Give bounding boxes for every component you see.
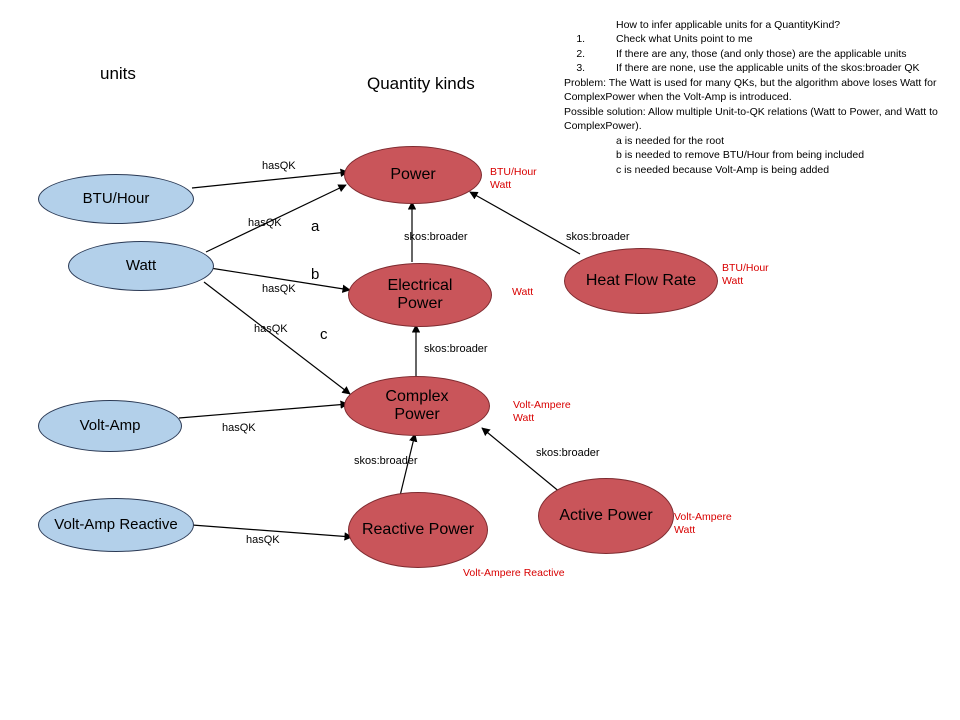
edge-label-broader-active-complex: skos:broader [536,447,600,459]
notes-reason-c: c is needed because Volt-Amp is being added [616,163,830,176]
edge-mark-b: b [311,266,320,283]
notes-question: How to infer applicable units for a QuantityKind? [616,19,841,31]
edge-mark-a: a [311,218,320,235]
unit-node-watt[interactable] [68,241,214,291]
unit-node-label: Watt [125,257,157,275]
edge-label-hasqk-var-reactive: hasQK [246,534,280,546]
edge-label-hasqk-watt-power: hasQK [248,217,282,229]
qk-node-complex-power[interactable] [344,376,490,436]
edge-label-hasqk-watt-electrical: hasQK [262,283,296,295]
notes-step: 2. If there are any, those (and only those) are the applicable units [588,47,956,61]
qk-node-electrical-power[interactable] [348,263,492,327]
edge-label-broader-electrical-power: skos:broader [404,231,468,243]
annotation-complex-power-units: Volt-Ampere Watt [513,399,571,425]
qk-node-power[interactable] [344,146,482,204]
edge-label-hasqk-btu-power: hasQK [262,160,296,172]
notes-reason-b: b is needed to remove BTU/Hour from being included [616,149,865,162]
qk-node-label: Active Power [559,506,653,524]
edge-label-hasqk-voltamp-complex: hasQK [222,422,256,434]
notes-reason-a: a is needed for the root [616,134,724,147]
unit-node-label: Volt-Amp [79,417,141,435]
annotation-heat-flow-rate-units: BTU/Hour Watt [722,262,769,288]
unit-node-btu-hour[interactable] [38,174,194,224]
edge-label-hasqk-watt-complex: hasQK [254,323,288,335]
edge-mark-c: c [320,326,328,343]
qk-node-active-power[interactable] [538,478,674,554]
quantity-kinds-column-title: Quantity kinds [367,74,475,93]
annotation-power-units: BTU/Hour Watt [490,166,537,192]
annotation-electrical-power-units: Watt [512,286,534,298]
qk-node-heat-flow-rate[interactable] [564,248,718,314]
qk-node-label: Electrical Power [387,276,453,312]
unit-node-label: Volt-Amp Reactive [54,516,178,534]
notes-solution: Possible solution: Allow multiple Unit-to-QK relations (Watt to Power, and Watt to ComplexPower). [564,105,938,133]
annotation-active-power-units: Volt-Ampere Watt [674,511,732,537]
edge-label-broader-reactive-complex: skos:broader [354,455,418,467]
notes-problem: Problem: The Watt is used for many QKs, but the algorithm above loses Watt for ComplexPower when the Volt-Amp is introduced. [564,76,937,104]
notes-panel [564,18,956,177]
notes-step: 3. If there are none, use the applicable units of the skos:broader QK [588,61,956,75]
qk-node-label: Reactive Power [361,520,475,538]
qk-node-label: Complex Power [385,387,449,423]
qk-node-reactive-power[interactable] [348,492,488,568]
notes-step: 1. Check what Units point to me [588,32,956,46]
edge-label-broader-complex-electrical: skos:broader [424,343,488,355]
unit-node-volt-amp-reactive[interactable] [38,498,194,552]
units-column-title: units [100,64,136,83]
notes-steps [564,32,956,75]
unit-node-volt-amp[interactable] [38,400,182,452]
edge-label-broader-heatflow-power: skos:broader [566,231,630,243]
qk-node-label: Power [390,165,436,183]
unit-node-label: BTU/Hour [82,190,150,208]
annotation-reactive-power-units: Volt-Ampere Reactive [463,567,565,579]
qk-node-label: Heat Flow Rate [585,271,697,289]
